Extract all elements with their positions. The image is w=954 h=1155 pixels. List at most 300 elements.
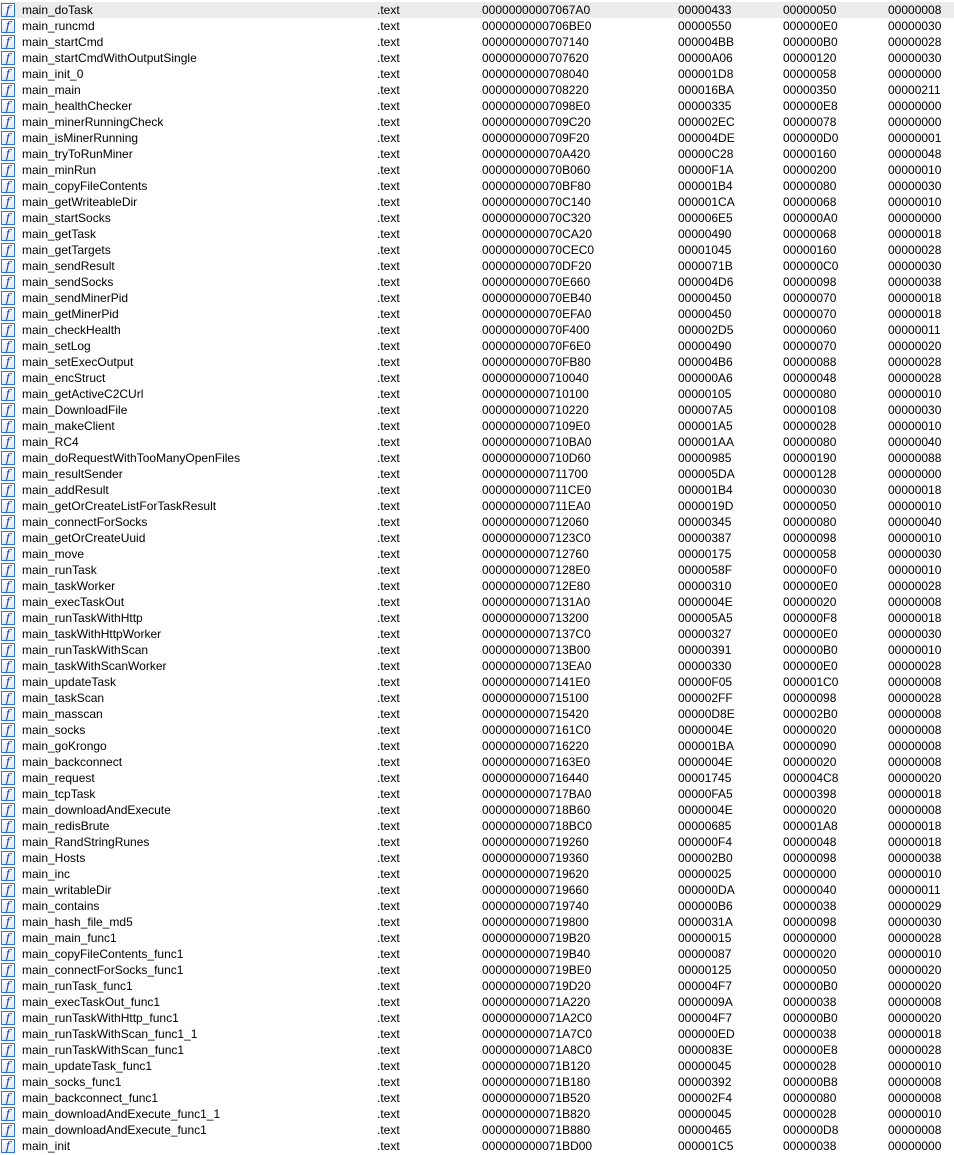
start-address: 0000000000719B40 (482, 947, 591, 961)
function-name: main_main_func1 (22, 931, 117, 945)
function-icon: f (1, 579, 15, 593)
function-row[interactable] (0, 450, 954, 466)
locals: 00000020 (783, 595, 837, 609)
start-address: 0000000000719260 (482, 835, 589, 849)
start-address: 0000000000711CE0 (482, 483, 592, 497)
function-row[interactable] (0, 1074, 954, 1090)
function-row[interactable] (0, 370, 954, 386)
length: 0000058F (678, 563, 733, 577)
function-row[interactable] (0, 1010, 954, 1026)
length: 000000A6 (678, 371, 733, 385)
function-row[interactable] (0, 1138, 954, 1154)
locals: 00000078 (783, 115, 837, 129)
function-name: main_getWriteableDir (22, 195, 138, 209)
segment: .text (377, 1139, 400, 1153)
segment: .text (377, 115, 400, 129)
start-address: 0000000000711EA0 (482, 499, 591, 513)
function-row[interactable] (0, 770, 954, 786)
function-icon: f (1, 1027, 15, 1041)
locals: 000000A0 (783, 211, 838, 225)
start-address: 00000000007128E0 (482, 563, 591, 577)
function-icon: f (1, 1075, 15, 1089)
arguments: 00000008 (888, 1123, 942, 1137)
length: 00000087 (678, 947, 732, 961)
length: 00000125 (678, 963, 732, 977)
function-row[interactable] (0, 722, 954, 738)
function-row[interactable] (0, 754, 954, 770)
length: 00000F05 (678, 675, 733, 689)
locals: 00000098 (783, 531, 837, 545)
function-row[interactable] (0, 706, 954, 722)
arguments: 00000030 (888, 259, 942, 273)
start-address: 000000000070B060 (482, 163, 591, 177)
function-row[interactable] (0, 834, 954, 850)
function-icon: f (1, 147, 15, 161)
function-row[interactable] (0, 962, 954, 978)
function-name: main_connectForSocks (22, 515, 148, 529)
arguments: 00000000 (888, 1139, 942, 1153)
function-name: main_init (22, 1139, 71, 1153)
arguments: 00000018 (888, 227, 942, 241)
start-address: 0000000000709F20 (482, 131, 590, 145)
locals: 00000088 (783, 355, 837, 369)
function-name: main_doTask (22, 3, 93, 17)
function-row[interactable] (0, 850, 954, 866)
function-row[interactable] (0, 66, 954, 82)
function-icon: f (1, 595, 15, 609)
start-address: 000000000070BF80 (482, 179, 591, 193)
length: 00001745 (678, 771, 732, 785)
segment: .text (377, 307, 400, 321)
function-row[interactable] (0, 978, 954, 994)
function-row[interactable] (0, 738, 954, 754)
function-row[interactable] (0, 50, 954, 66)
function-row[interactable] (0, 274, 954, 290)
arguments: 00000030 (888, 547, 942, 561)
function-row[interactable] (0, 866, 954, 882)
function-row[interactable] (0, 674, 954, 690)
function-row[interactable] (0, 98, 954, 114)
function-name: main_startCmd (22, 35, 104, 49)
function-name: main_encStruct (22, 371, 106, 385)
function-row[interactable] (0, 530, 954, 546)
arguments: 00000010 (888, 195, 942, 209)
function-row[interactable] (0, 1026, 954, 1042)
length: 00000465 (678, 1123, 732, 1137)
length: 00000490 (678, 227, 732, 241)
segment: .text (377, 547, 400, 561)
arguments: 00000030 (888, 403, 942, 417)
locals: 000000F0 (783, 563, 838, 577)
function-name: main_startCmdWithOutputSingle (22, 51, 197, 65)
function-name: main_RandStringRunes (22, 835, 150, 849)
function-row[interactable] (0, 162, 954, 178)
locals: 00000160 (783, 147, 837, 161)
function-name: main_request (22, 771, 95, 785)
function-row[interactable] (0, 690, 954, 706)
locals: 00000098 (783, 691, 837, 705)
locals: 000000D8 (783, 1123, 839, 1137)
function-icon: f (1, 755, 15, 769)
function-row[interactable] (0, 418, 954, 434)
length: 00000330 (678, 659, 732, 673)
locals: 00000050 (783, 3, 837, 17)
locals: 00000028 (783, 1107, 837, 1121)
start-address: 000000000071A7C0 (482, 1027, 593, 1041)
function-row[interactable] (0, 306, 954, 322)
locals: 000000B0 (783, 643, 838, 657)
function-row[interactable] (0, 1106, 954, 1122)
function-name: main_getTargets (22, 243, 111, 257)
arguments: 00000020 (888, 979, 942, 993)
function-row[interactable] (0, 1058, 954, 1074)
function-name: main_writableDir (22, 883, 112, 897)
function-icon: f (1, 403, 15, 417)
segment: .text (377, 611, 400, 625)
start-address: 00000000007131A0 (482, 595, 591, 609)
function-icon: f (1, 643, 15, 657)
segment: .text (377, 755, 400, 769)
arguments: 00000018 (888, 611, 942, 625)
start-address: 000000000071A2C0 (482, 1011, 593, 1025)
start-address: 0000000000713B00 (482, 643, 591, 657)
function-row[interactable] (0, 786, 954, 802)
function-name: main_downloadAndExecute (22, 803, 171, 817)
segment: .text (377, 51, 400, 65)
function-row[interactable] (0, 1090, 954, 1106)
length: 000004D6 (678, 275, 734, 289)
arguments: 00000008 (888, 1091, 942, 1105)
function-icon: f (1, 899, 15, 913)
locals: 000000E8 (783, 99, 838, 113)
locals: 00000190 (783, 451, 837, 465)
function-icon: f (1, 307, 15, 321)
function-name: main_taskWithScanWorker (22, 659, 167, 673)
function-icon: f (1, 611, 15, 625)
function-row[interactable] (0, 898, 954, 914)
arguments: 00000018 (888, 291, 942, 305)
length: 00000345 (678, 515, 732, 529)
arguments: 00000008 (888, 755, 942, 769)
arguments: 00000010 (888, 531, 942, 545)
function-name: main_copyFileContents (22, 179, 148, 193)
functions-list[interactable] (0, 2, 954, 1154)
segment: .text (377, 371, 400, 385)
arguments: 00000008 (888, 675, 942, 689)
function-name: main_downloadAndExecute_func1 (22, 1123, 207, 1137)
segment: .text (377, 1059, 400, 1073)
arguments: 00000000 (888, 115, 942, 129)
arguments: 00000000 (888, 211, 942, 225)
function-row[interactable] (0, 930, 954, 946)
function-name: main_init_0 (22, 67, 84, 81)
start-address: 0000000000716440 (482, 771, 589, 785)
arguments: 00000010 (888, 419, 942, 433)
function-name: main_RC4 (22, 435, 79, 449)
function-name: main_runcmd (22, 19, 95, 33)
start-address: 0000000000711700 (482, 467, 588, 481)
function-row[interactable] (0, 1042, 954, 1058)
start-address: 00000000007109E0 (482, 419, 591, 433)
segment: .text (377, 403, 400, 417)
segment: .text (377, 483, 400, 497)
arguments: 00000028 (888, 371, 942, 385)
length: 00000433 (678, 3, 732, 17)
function-row[interactable] (0, 290, 954, 306)
function-row[interactable] (0, 226, 954, 242)
locals: 00000080 (783, 435, 837, 449)
function-name: main_execTaskOut_func1 (22, 995, 161, 1009)
start-address: 0000000000719740 (482, 899, 589, 913)
function-icon: f (1, 723, 15, 737)
start-address: 0000000000713EA0 (482, 659, 592, 673)
segment: .text (377, 595, 400, 609)
start-address: 0000000000710D60 (482, 451, 591, 465)
locals: 00000020 (783, 803, 837, 817)
start-address: 000000000071B820 (482, 1107, 591, 1121)
start-address: 000000000070C320 (482, 211, 591, 225)
segment: .text (377, 451, 400, 465)
length: 000000DA (678, 883, 735, 897)
segment: .text (377, 435, 400, 449)
length: 00000045 (678, 1107, 732, 1121)
function-icon: f (1, 323, 15, 337)
segment: .text (377, 291, 400, 305)
length: 00000387 (678, 531, 732, 545)
segment: .text (377, 195, 400, 209)
function-row[interactable] (0, 466, 954, 482)
start-address: 0000000000707140 (482, 35, 589, 49)
length: 0000004E (678, 755, 733, 769)
function-icon: f (1, 179, 15, 193)
function-name: main_redisBrute (22, 819, 110, 833)
start-address: 0000000000716220 (482, 739, 589, 753)
start-address: 0000000000707620 (482, 51, 589, 65)
function-name: main_execTaskOut (22, 595, 125, 609)
function-row[interactable] (0, 386, 954, 402)
function-icon: f (1, 947, 15, 961)
arguments: 00000010 (888, 1107, 942, 1121)
arguments: 00000088 (888, 451, 942, 465)
segment: .text (377, 67, 400, 81)
function-name: main_getActiveC2CUrl (22, 387, 144, 401)
function-row[interactable] (0, 546, 954, 562)
length: 000002D5 (678, 323, 734, 337)
start-address: 000000000071A8C0 (482, 1043, 593, 1057)
function-icon: f (1, 979, 15, 993)
function-row[interactable] (0, 178, 954, 194)
locals: 00000098 (783, 915, 837, 929)
function-row[interactable] (0, 194, 954, 210)
segment: .text (377, 707, 400, 721)
arguments: 00000030 (888, 915, 942, 929)
function-icon: f (1, 851, 15, 865)
function-row[interactable] (0, 882, 954, 898)
start-address: 0000000000719620 (482, 867, 589, 881)
length: 00000015 (678, 931, 732, 945)
function-row[interactable] (0, 258, 954, 274)
locals: 00000058 (783, 547, 837, 561)
function-row[interactable] (0, 322, 954, 338)
length: 00001045 (678, 243, 732, 257)
function-name: main_hash_file_md5 (22, 915, 133, 929)
function-row[interactable] (0, 946, 954, 962)
segment: .text (377, 179, 400, 193)
length: 0000083E (678, 1043, 733, 1057)
function-icon: f (1, 867, 15, 881)
function-row[interactable] (0, 146, 954, 162)
segment: .text (377, 243, 400, 257)
function-name: main_tryToRunMiner (22, 147, 133, 161)
function-name: main_connectForSocks_func1 (22, 963, 184, 977)
function-row[interactable] (0, 802, 954, 818)
function-row[interactable] (0, 818, 954, 834)
locals: 000000B0 (783, 1011, 838, 1025)
start-address: 0000000000719660 (482, 883, 589, 897)
arguments: 00000010 (888, 499, 942, 513)
function-row[interactable] (0, 402, 954, 418)
function-icon: f (1, 291, 15, 305)
segment: .text (377, 35, 400, 49)
start-address: 00000000007141E0 (482, 675, 591, 689)
function-name: main_contains (22, 899, 100, 913)
locals: 000000E8 (783, 1043, 838, 1057)
function-row[interactable] (0, 482, 954, 498)
function-icon: f (1, 499, 15, 513)
length: 00000450 (678, 307, 732, 321)
length: 00000985 (678, 451, 732, 465)
function-row[interactable] (0, 82, 954, 98)
segment: .text (377, 579, 400, 593)
function-icon: f (1, 435, 15, 449)
segment: .text (377, 947, 400, 961)
function-row[interactable] (0, 658, 954, 674)
locals: 00000068 (783, 227, 837, 241)
function-icon: f (1, 67, 15, 81)
function-row[interactable] (0, 578, 954, 594)
length: 00000175 (678, 547, 732, 561)
length: 000001BA (678, 739, 735, 753)
length: 00000335 (678, 99, 732, 113)
length: 00000FA5 (678, 787, 733, 801)
length: 000002EC (678, 115, 735, 129)
function-row[interactable] (0, 562, 954, 578)
segment: .text (377, 1107, 400, 1121)
function-icon: f (1, 419, 15, 433)
function-row[interactable] (0, 2, 954, 18)
locals: 00000120 (783, 51, 837, 65)
function-icon: f (1, 627, 15, 641)
arguments: 00000040 (888, 435, 942, 449)
function-name: main_taskWithHttpWorker (22, 627, 162, 641)
start-address: 0000000000719D20 (482, 979, 591, 993)
start-address: 000000000070F6E0 (482, 339, 591, 353)
function-row[interactable] (0, 594, 954, 610)
function-name: main_sendMinerPid (22, 291, 129, 305)
segment: .text (377, 1123, 400, 1137)
length: 000002FF (678, 691, 733, 705)
start-address: 0000000000706BE0 (482, 19, 592, 33)
function-row[interactable] (0, 242, 954, 258)
locals: 00000160 (783, 243, 837, 257)
locals: 000000E0 (783, 659, 838, 673)
length: 00000391 (678, 643, 732, 657)
start-address: 0000000000719360 (482, 851, 589, 865)
function-name: main_downloadAndExecute_func1_1 (22, 1107, 221, 1121)
function-row[interactable] (0, 994, 954, 1010)
start-address: 00000000007067A0 (482, 3, 591, 17)
locals: 00000080 (783, 179, 837, 193)
function-row[interactable] (0, 626, 954, 642)
start-address: 0000000000712E80 (482, 579, 591, 593)
locals: 00000070 (783, 339, 837, 353)
function-row[interactable] (0, 114, 954, 130)
function-icon: f (1, 771, 15, 785)
function-row[interactable] (0, 498, 954, 514)
start-address: 00000000007137C0 (482, 627, 591, 641)
function-name: main_taskWorker (22, 579, 116, 593)
length: 000004BB (678, 35, 735, 49)
function-row[interactable] (0, 338, 954, 354)
function-row[interactable] (0, 434, 954, 450)
function-row[interactable] (0, 914, 954, 930)
length: 000002B0 (678, 851, 733, 865)
locals: 00000020 (783, 755, 837, 769)
function-row[interactable] (0, 610, 954, 626)
length: 000001B4 (678, 483, 733, 497)
start-address: 000000000071B180 (482, 1075, 591, 1089)
function-icon: f (1, 819, 15, 833)
segment: .text (377, 771, 400, 785)
segment: .text (377, 931, 400, 945)
function-icon: f (1, 675, 15, 689)
function-name: main_taskScan (22, 691, 105, 705)
start-address: 000000000071A220 (482, 995, 591, 1009)
function-row[interactable] (0, 34, 954, 50)
function-row[interactable] (0, 514, 954, 530)
function-icon: f (1, 483, 15, 497)
function-name: main_runTaskWithScan (22, 643, 149, 657)
start-address: 000000000070F400 (482, 323, 590, 337)
function-icon: f (1, 659, 15, 673)
length: 000002F4 (678, 1091, 733, 1105)
arguments: 00000029 (888, 899, 942, 913)
function-icon: f (1, 547, 15, 561)
function-name: main_runTaskWithHttp (22, 611, 143, 625)
arguments: 00000018 (888, 819, 942, 833)
arguments: 00000018 (888, 787, 942, 801)
function-icon: f (1, 163, 15, 177)
function-name: main_socks (22, 723, 86, 737)
function-row[interactable] (0, 1122, 954, 1138)
arguments: 00000030 (888, 627, 942, 641)
arguments: 00000010 (888, 867, 942, 881)
function-name: main_doRequestWithTooManyOpenFiles (22, 451, 241, 465)
arguments: 00000211 (888, 83, 941, 97)
function-row[interactable] (0, 642, 954, 658)
function-row[interactable] (0, 210, 954, 226)
start-address: 000000000070DF20 (482, 259, 592, 273)
function-name: main_masscan (22, 707, 103, 721)
segment: .text (377, 995, 400, 1009)
function-row[interactable] (0, 130, 954, 146)
function-row[interactable] (0, 354, 954, 370)
function-row[interactable] (0, 18, 954, 34)
locals: 00000028 (783, 1059, 837, 1073)
function-name: main_main (22, 83, 81, 97)
start-address: 000000000071BD00 (482, 1139, 593, 1153)
arguments: 00000010 (888, 163, 942, 177)
